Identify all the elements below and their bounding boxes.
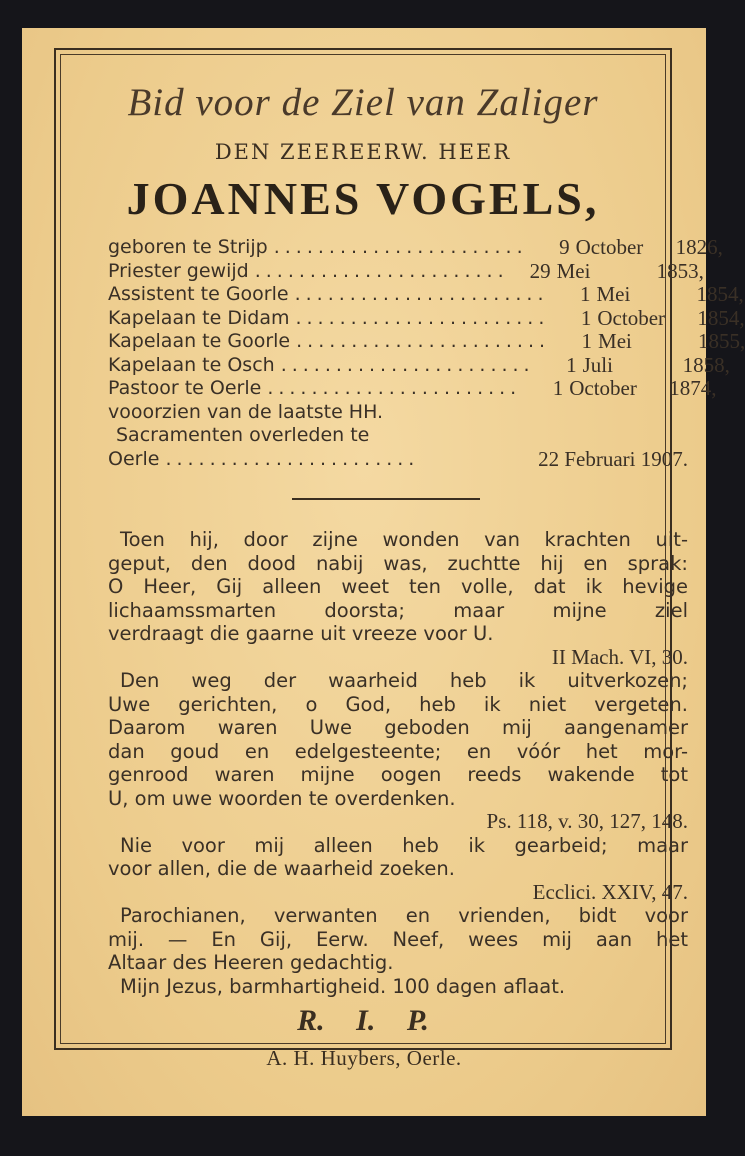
career-row: Kapelaan te Osch ....................... 1 Juli 1858,: [108, 352, 730, 377]
career-label: Kapelaan te Didam: [108, 306, 290, 329]
memorial-card: [22, 28, 745, 1116]
career-year: 1854,: [696, 282, 744, 306]
career-month: Mei: [556, 258, 591, 283]
career-year: 1826,: [675, 235, 723, 259]
quote-line: O Heer, Gij alleen weet ten volle, dat ik hevige: [108, 575, 688, 598]
career-label: Pastoor te Oerle: [108, 377, 262, 399]
career-label: geboren te Strijp: [108, 236, 268, 258]
quotes-block: [108, 528, 688, 998]
quote-line: geput, den dood nabij was, zuchtte hij en sprak:: [108, 551, 688, 575]
career-row: Kapelaan te Goorle ....................... 1 Mei 1855,: [108, 329, 745, 353]
reference-psalm: Ps. 118, v. 30, 127, 148.: [486, 809, 688, 833]
career-day: 1: [581, 329, 593, 353]
career-day: 1: [580, 305, 592, 330]
career-list: [108, 235, 745, 471]
death-row: Oerle ....................... 22 Februari 1907.: [108, 446, 688, 471]
career-label: Kapelaan te Goorle: [108, 330, 291, 352]
career-month: Mei: [596, 282, 631, 306]
career-row: Pastoor te Oerle ....................... 1 October 1874,: [108, 376, 717, 400]
psalm-line: dan goud en edelgesteente; en vóór het mor-: [108, 739, 688, 763]
career-day: 1: [552, 376, 564, 400]
deceased-name: JOANNES VOGELS,: [126, 173, 600, 224]
career-day: 9: [559, 235, 570, 259]
card-subtitle: DEN ZEEREERW. HEER: [214, 140, 512, 164]
quote-line: Toen hij, door zijne wonden van krachten uit-: [120, 528, 688, 551]
indulgence-line: Mijn Jezus, barmhartigheid. 100 dagen aflaat.: [120, 974, 566, 998]
psalm-line: U, om uwe woorden te overdenken.: [108, 786, 456, 810]
career-month: Mei: [598, 329, 632, 353]
career-year: 1858,: [682, 352, 730, 377]
death-line-2: Sacramenten overleden te: [116, 424, 370, 446]
career-row: geboren te Strijp ....................... 9 October 1826,: [108, 235, 723, 259]
career-year: 1874,: [669, 376, 717, 400]
career-row: Priester gewijd ....................... 29 Mei 1853,: [108, 258, 704, 283]
reference-maccabees: II Mach. VI, 30.: [551, 644, 688, 669]
career-label: Kapelaan te Osch: [108, 353, 275, 376]
psalm-line: Uwe gerichten, o God, heb ik niet vergeten.: [108, 692, 688, 716]
border-frame: [54, 48, 745, 1050]
career-year: 1854,: [697, 305, 745, 330]
career-month: October: [569, 376, 637, 400]
printer-credit: A. H. Huybers, Oerle.: [266, 1046, 462, 1070]
parish-line: Altaar des Heeren gedachtig.: [108, 951, 394, 974]
career-day: 29: [529, 258, 551, 283]
career-day: 1: [566, 352, 577, 377]
card-title: Bid voor de Ziel van Zaliger: [127, 81, 599, 124]
career-month: Juli: [582, 352, 613, 377]
psalm-line: genrood waren mijne oogen reeds wakende tot: [108, 763, 688, 786]
parish-line: mij. — En Gij, Eerw. Neef, wees mij aan het: [108, 927, 688, 951]
divider-line: [292, 498, 480, 500]
reference-ecclesiasticus: Ecclici. XXIV, 47.: [532, 879, 688, 904]
quote-line: lichaamssmarten doorsta; maar mijne ziel: [108, 598, 688, 622]
parish-line: Parochianen, verwanten en vrienden, bidt voor: [120, 904, 688, 927]
career-row: Kapelaan te Didam ....................... 1 October 1854,: [108, 305, 745, 330]
psalm-line: Daarom waren Uwe geboden mij aangenamer: [108, 716, 688, 739]
quote-line: verdraagt die gaarne uit vreeze voor U.: [108, 622, 494, 645]
ecclesiasticus-line: voor allen, die de waarheid zoeken.: [108, 857, 455, 880]
career-label: Priester gewijd: [108, 259, 249, 282]
death-date: 22 Februari 1907.: [538, 446, 688, 471]
career-day: 1: [580, 282, 591, 306]
rip-text: R. I. P.: [297, 1004, 429, 1037]
death-place: Oerle: [108, 447, 160, 470]
career-label: Assistent te Goorle: [108, 283, 289, 305]
ecclesiasticus-line: Nie voor mij alleen heb ik gearbeid; maar: [120, 833, 688, 857]
career-year: 1853,: [656, 258, 704, 283]
career-row: Assistent te Goorle ....................... 1 Mei 1854,: [108, 282, 744, 306]
career-month: October: [575, 235, 644, 259]
death-line-1: vooorzien van de laatste HH.: [108, 400, 384, 423]
psalm-line: Den weg der waarheid heb ik uitverkozen;: [120, 669, 688, 692]
career-year: 1855,: [698, 329, 745, 353]
career-month: October: [597, 305, 666, 330]
